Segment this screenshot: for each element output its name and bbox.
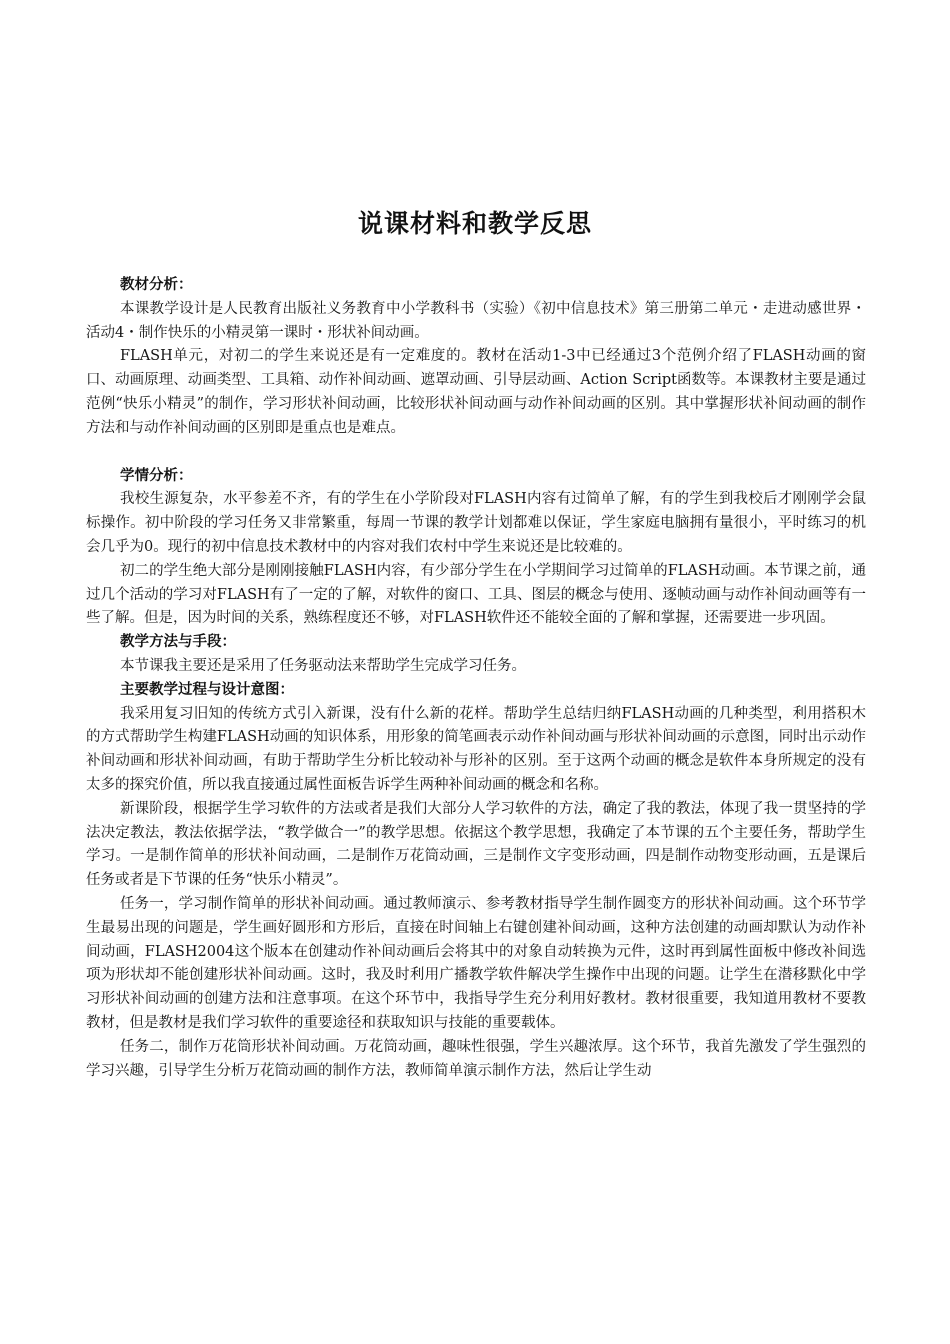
- section-heading-methods: 教学方法与手段：: [120, 634, 236, 651]
- paragraph: 本节课我主要还是采用了任务驱动法来帮助学生完成学习任务。: [120, 657, 526, 674]
- paragraph: 我校生源复杂，水平参差不齐，有的学生在小学阶段对FLASH内容有过简单了解，有的学生到我校后才刚刚学会鼠标操作。初中阶段的学习任务又非常繁重，每周一节课的教学计划都难以保证，学生家庭电脑拥有量很小，平时练习的机会几乎为0。现行的初中信息技术教材中的内容对我们农村中学生来说还是比较难的。: [86, 491, 866, 555]
- section-heading-process: 主要教学过程与设计意图：: [120, 681, 294, 698]
- section-heading-textbook: 教材分析：: [120, 277, 193, 293]
- document-body: [86, 274, 866, 1083]
- paragraph: 新课阶段，根据学生学习软件的方法或者是我们大部分人学习软件的方法，确定了我的教法，体现了我一贯坚持的学法决定教法，教法依据学法，“教学做合一”的教学思想。依据这个教学思想，我确定了本节课的五个主要任务，帮助学生学习。一是制作简单的形状补间动画，二是制作万花筒动画，三是制作文字变形动画，四是制作动物变形动画，五是课后任务或者是下节课的任务“快乐小精灵”。: [86, 800, 866, 889]
- paragraph: 我采用复习旧知的传统方式引入新课，没有什么新的花样。帮助学生总结归纳FLASH动画的几种类型，利用搭积木的方式帮助学生构建FLASH动画的知识体系，用形象的简笔画表示动作补间动画与形状补间动画的示意图，同时出示动作补间动画和形状补间动画，有助于帮助学生分析比较动补与形补的区别。至于这两个动画的概念是软件本身所规定的没有太多的探究价值，所以我直接通过属性面板告诉学生两种补间动画的概念和名称。: [86, 705, 866, 793]
- paragraph: FLASH单元，对初二的学生来说还是有一定难度的。教材在活动1-3中已经通过3个范例介绍了FLASH动画的窗口、动画原理、动画类型、工具箱、动作补间动画、遮罩动画、引导层动画、Action Script函数等。本课教材主要是通过范例“快乐小精灵”的制作，学习形状补间动画，比较形状补间动画与动作补间动画的区别。其中掌握形状补间动画的制作方法和与动作补间动画的区别即是重点也是难点。: [86, 348, 866, 436]
- section-heading-students: 学情分析：: [120, 467, 193, 484]
- paragraph: 本课教学设计是人民教育出版社义务教育中小学教科书（实验）《初中信息技术》第三册第二单元・走进动感世界・活动4・制作快乐的小精灵第一课时・形状补间动画。: [86, 300, 866, 341]
- page-title: 说课材料和教学反思: [357, 209, 592, 238]
- paragraph: 任务二，制作万花筒形状补间动画。万花筒动画，趣味性很强，学生兴趣浓厚。这个环节，我首先激发了学生强烈的学习兴趣，引导学生分析万花筒动画的制作方法，教师简单演示制作方法，然后让学生动: [86, 1038, 866, 1079]
- section-spacer: [86, 441, 866, 465]
- paragraph: 初二的学生绝大部分是刚刚接触FLASH内容，有少部分学生在小学期间学习过简单的FLASH动画。本节课之前，通过几个活动的学习对FLASH有了一定的了解，对软件的窗口、工具、图层的概念与使用、逐帧动画与动作补间动画等有一些了解。但是，因为时间的关系，熟练程度还不够，对FLASH软件还不能较全面的了解和掌握，还需要进一步巩固。: [86, 562, 866, 627]
- paragraph: 任务一，学习制作简单的形状补间动画。通过教师演示、参考教材指导学生制作圆变方的形状补间动画。这个环节学生最易出现的问题是，学生画好圆形和方形后，直接在时间轴上右键创建补间动画，这种方法创建的动画却默认为动作补间动画，FLASH2004这个版本在创建动作补间动画后会将其中的对象自动转换为元件，这时再到属性面板中修改补间选项为形状却不能创建形状补间动画。这时，我及时利用广播教学软件解决学生操作中出现的问题。让学生在潜移默化中学习形状补间动画的创建方法和注意事项。在这个环节中，我指导学生充分利用好教材。教材很重要，我知道用教材不要教教材，但是教材是我们学习软件的重要途径和获取知识与技能的重要载体。: [86, 895, 866, 1031]
